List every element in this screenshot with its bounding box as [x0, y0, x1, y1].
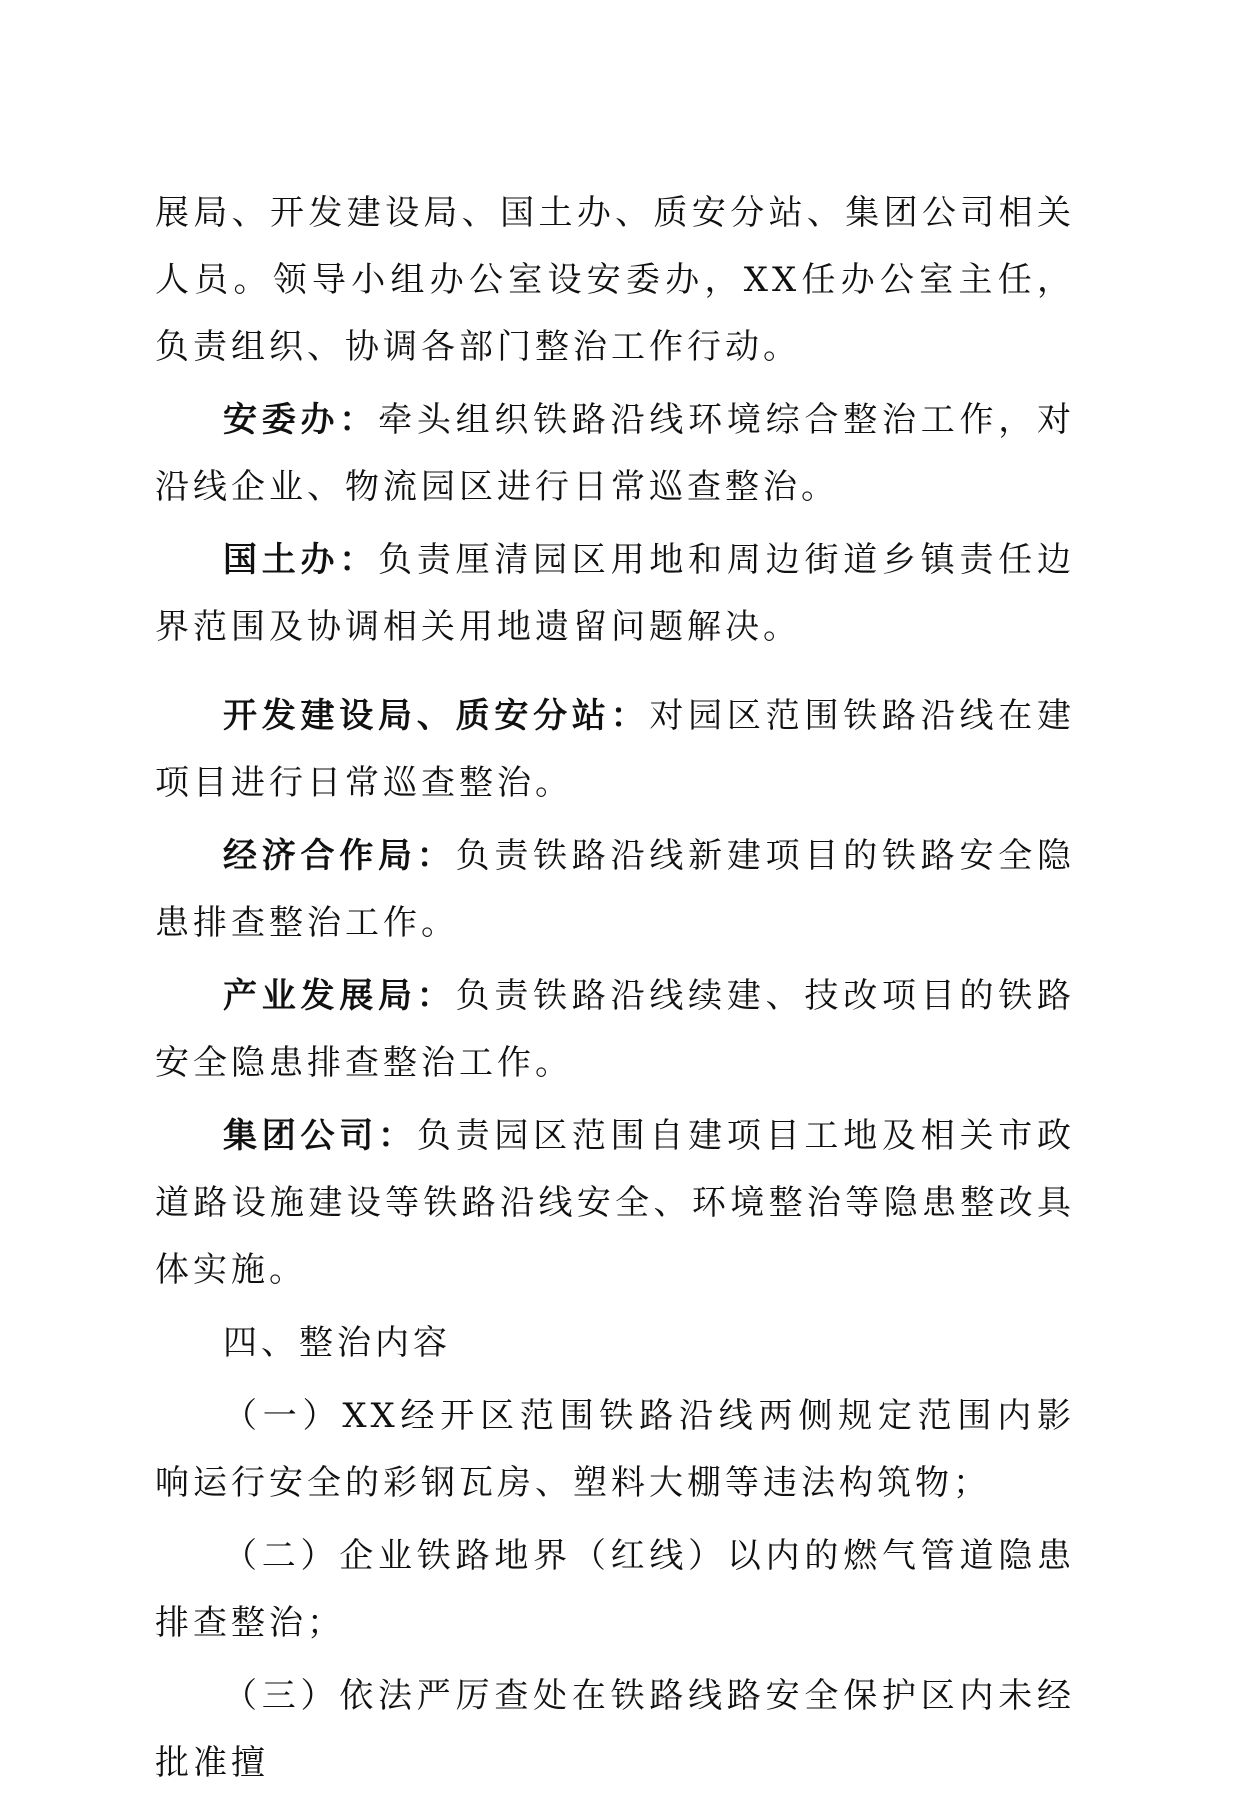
- content-item: （二）企业铁路地界（红线）以内的燃气管道隐患排查整治；: [155, 1536, 1075, 1643]
- intro-paragraph: 展局、开发建设局、国土办、质安分站、集团公司相关人员。领导小组办公室设安委办，XX任办公室主任，负责组织、协调各部门整治工作行动。: [155, 193, 1075, 367]
- document-page: [155, 180, 1075, 1797]
- responsibility-label: 经济合作局：: [223, 836, 456, 876]
- responsibility-chanyefazhan: [155, 963, 1075, 1097]
- responsibility-anweiban: [155, 387, 1075, 521]
- responsibility-jingjihezuo: [155, 823, 1075, 957]
- content-item: （一）XX经开区范围铁路沿线两侧规定范围内影响运行安全的彩钢瓦房、塑料大棚等违法构筑物；: [155, 1396, 1075, 1503]
- responsibility-label: 产业发展局：: [223, 976, 456, 1016]
- responsibility-label: 集团公司：: [223, 1116, 417, 1156]
- responsibility-text: 负责铁路沿线续建、技改项目的铁路安全隐患排查整治工作。: [155, 976, 1076, 1083]
- responsibility-text: 负责铁路沿线新建项目的铁路安全隐患排查整治工作。: [155, 836, 1076, 943]
- responsibility-guotuban: [155, 527, 1075, 661]
- responsibility-text: 牵头组织铁路沿线环境综合整治工作，对沿线企业、物流园区进行日常巡查整治。: [155, 400, 1076, 507]
- responsibility-text: 负责园区范围自建项目工地及相关市政道路设施建设等铁路沿线安全、环境整治等隐患整改具体实施。: [155, 1116, 1076, 1290]
- responsibility-jituangongsi: [155, 1103, 1075, 1304]
- responsibility-label: 国土办：: [223, 540, 379, 580]
- responsibility-text: 负责厘清园区用地和周边街道乡镇责任边界范围及协调相关用地遗留问题解决。: [155, 540, 1076, 647]
- section-heading: 四、整治内容: [223, 1323, 451, 1363]
- content-item: （三）依法严厉查处在铁路线路安全保护区内未经批准擅: [155, 1676, 1075, 1783]
- responsibility-text: 对园区范围铁路沿线在建项目进行日常巡查整治。: [155, 696, 1076, 803]
- responsibility-kaifajianshe: [155, 683, 1075, 817]
- responsibility-label: 安委办：: [223, 400, 379, 440]
- responsibility-label: 开发建设局、质安分站：: [223, 696, 650, 736]
